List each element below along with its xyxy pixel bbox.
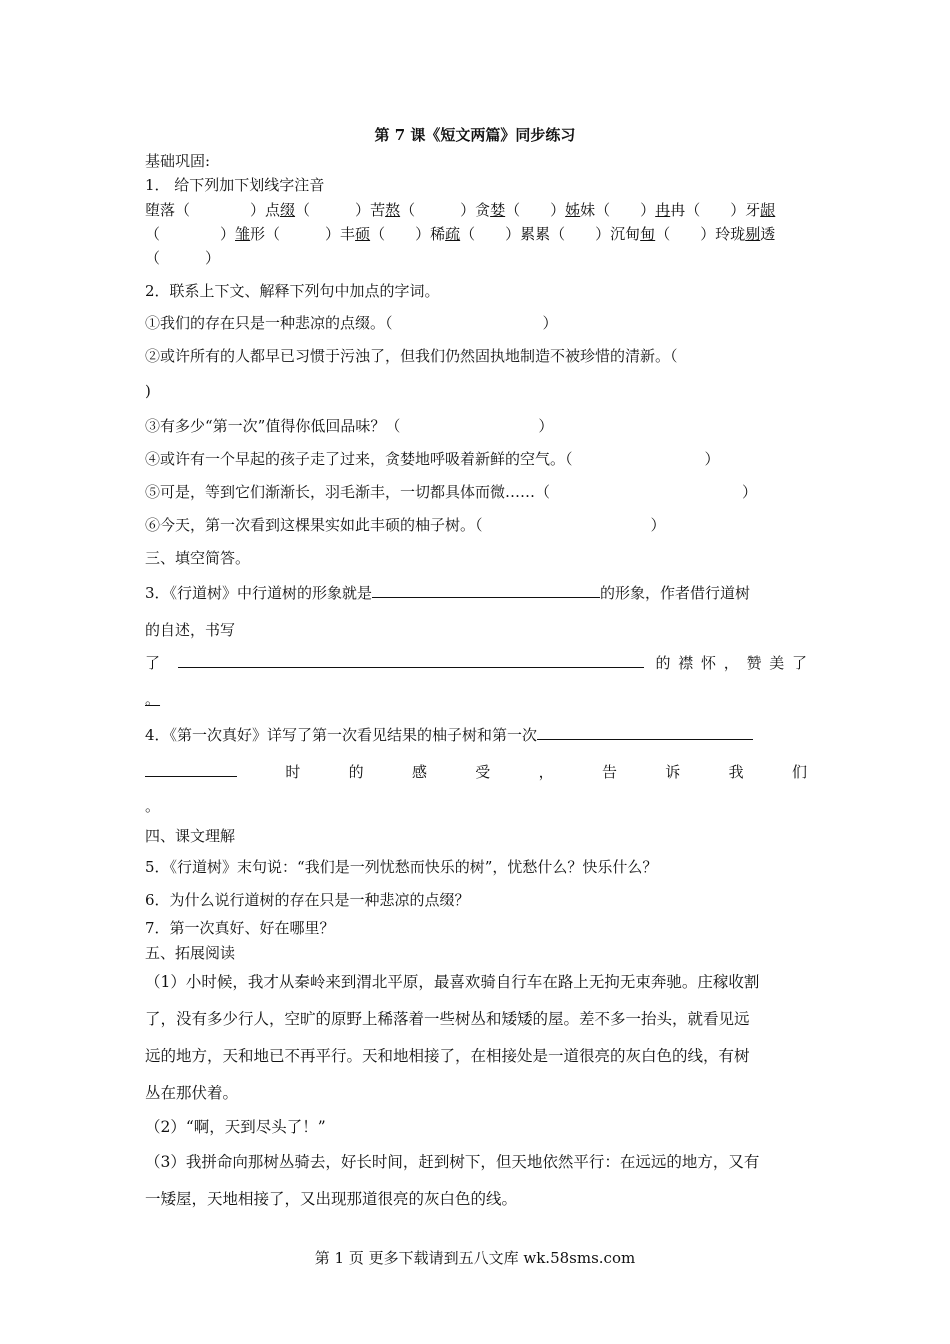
q2-item-3: ③有多少“第一次”值得你低回品味？（ ） (145, 417, 554, 435)
q1-item-yayin: 牙龈 (745, 201, 776, 219)
reading-p3-line-1: （3）我拼命向那树丛骑去，好长时间，赶到树下，但天地依然平行：在远远的地方，又有 (145, 1153, 760, 1171)
q1-item-kuao: 苦熬（ ） (370, 201, 476, 219)
q4-blank-2[interactable] (145, 761, 237, 777)
reading-p2: （2）“啊，天到尽头了！” (145, 1118, 326, 1136)
question-6: 6．为什么说行道树的存在只是一种悲凉的点缀？ (145, 891, 470, 909)
page-footer: 第 1 页 更多下载请到五八文库 wk.58sms.com (314, 1249, 636, 1267)
question-3-line-3: 了 的 襟 怀 ， 赞 美 了 (145, 654, 807, 672)
section-heading-basics: 基础巩固: (145, 152, 211, 170)
q1-item-zimei: 姊妹（ ） (565, 201, 656, 219)
q3-blank-2[interactable] (178, 652, 644, 668)
question-4-line-1: 4．《第一次真好》详写了第一次看见结果的柚子树和第一次 (145, 724, 753, 745)
reading-p3-line-2: 一矮屋，天地相接了，又出现那道很亮的灰白色的线。 (145, 1190, 518, 1208)
reading-p1-line-2: 了，没有多少行人，空旷的原野上稀落着一些树丛和矮矮的屋。差不多一抬头，就看见远 (145, 1010, 750, 1028)
q2-item-1: ①我们的存在只是一种悲凉的点缀。（ ） (145, 314, 558, 332)
question-2-stem: 2．联系上下文、解释下列句中加点的字词。 (145, 282, 440, 300)
q1-item-fengshuo: 丰硕（ ） (340, 225, 431, 243)
q1-item-xishu: 稀疏（ ） (430, 225, 521, 243)
question-4-line-2: 时 的 感 受 ， 告 诉 我 们 (145, 761, 807, 782)
question-1-stem: 1． 给下列加下划线字注音 (145, 176, 325, 194)
reading-p1-line-4: 丛在那伏着。 (145, 1084, 239, 1102)
question-7: 7．第一次真好、好在哪里？ (145, 919, 335, 937)
question-1-line-3: （ ） (145, 249, 221, 267)
q1-item-linglong: 玲珑剔透 (715, 225, 776, 243)
page-title: 第 7 课《短文两篇》同步练习 (374, 126, 576, 144)
question-3-line-1: 3．《行道树》中行道树的形象就是 的形象，作者借行道树 (145, 584, 751, 602)
section-heading-fill: 三、填空简答。 (145, 549, 251, 567)
q2-item-2-close: ) (145, 382, 151, 400)
section-heading-understanding: 四、课文理解 (145, 827, 236, 845)
question-1-line-1 (145, 200, 775, 220)
q2-item-5: ⑤可是，等到它们渐渐长，羽毛渐丰，一切都具体而微……（ ） (145, 483, 758, 501)
q1-item-duoluo: 堕落（ ） (145, 201, 266, 219)
q2-item-2: ②或许所有的人都早已习惯于污浊了，但我们仍然固执地制造不被珍惜的清新。（ (145, 347, 678, 365)
question-3-line-2: 的自述，书写 (145, 621, 236, 639)
reading-p1-line-1: （1）小时候，我才从秦岭来到渭北平原，最喜欢骑自行车在路上无拘无束奔驰。庄稼收割 (145, 973, 760, 991)
question-5: 5．《行道树》末句说：“我们是一列忧愁而快乐的树”，忧愁什么？快乐什么？ (145, 858, 658, 876)
q1-item-chuxing: 雏形（ ） (235, 225, 341, 243)
reading-p1-line-3: 远的地方，天和地已不再平行。天和地相接了，在相接处是一道很亮的灰白色的线，有树 (145, 1047, 750, 1065)
q1-item-dianzhui: 点缀（ ） (265, 201, 371, 219)
question-4-line-3: 。 (145, 797, 161, 815)
q4-blank-1[interactable] (537, 724, 753, 740)
section-heading-reading: 五、拓展阅读 (145, 944, 236, 962)
q3-blank-1[interactable] (372, 582, 600, 598)
q1-item-chendiandian: 沉甸甸（ ） (610, 225, 716, 243)
q1-item-ranran: 冉冉（ ） (655, 201, 746, 219)
q2-item-4: ④或许有一个早起的孩子走了过来，贪婪地呼吸着新鲜的空气。（ ） (145, 450, 720, 468)
q2-item-6: ⑥今天，第一次看到这棵果实如此丰硕的柚子树。（ ） (145, 516, 666, 534)
q1-item-leilei: 累累（ ） (520, 225, 611, 243)
question-1-line-2: （ ）雏形（ ）丰硕（ ）稀疏（ ）累累（ ）沉甸甸（ ）玲珑剔透 (145, 225, 776, 243)
q1-item-tanlan: 贪婪（ ） (475, 201, 566, 219)
question-3-line-4: 。 (145, 690, 161, 708)
